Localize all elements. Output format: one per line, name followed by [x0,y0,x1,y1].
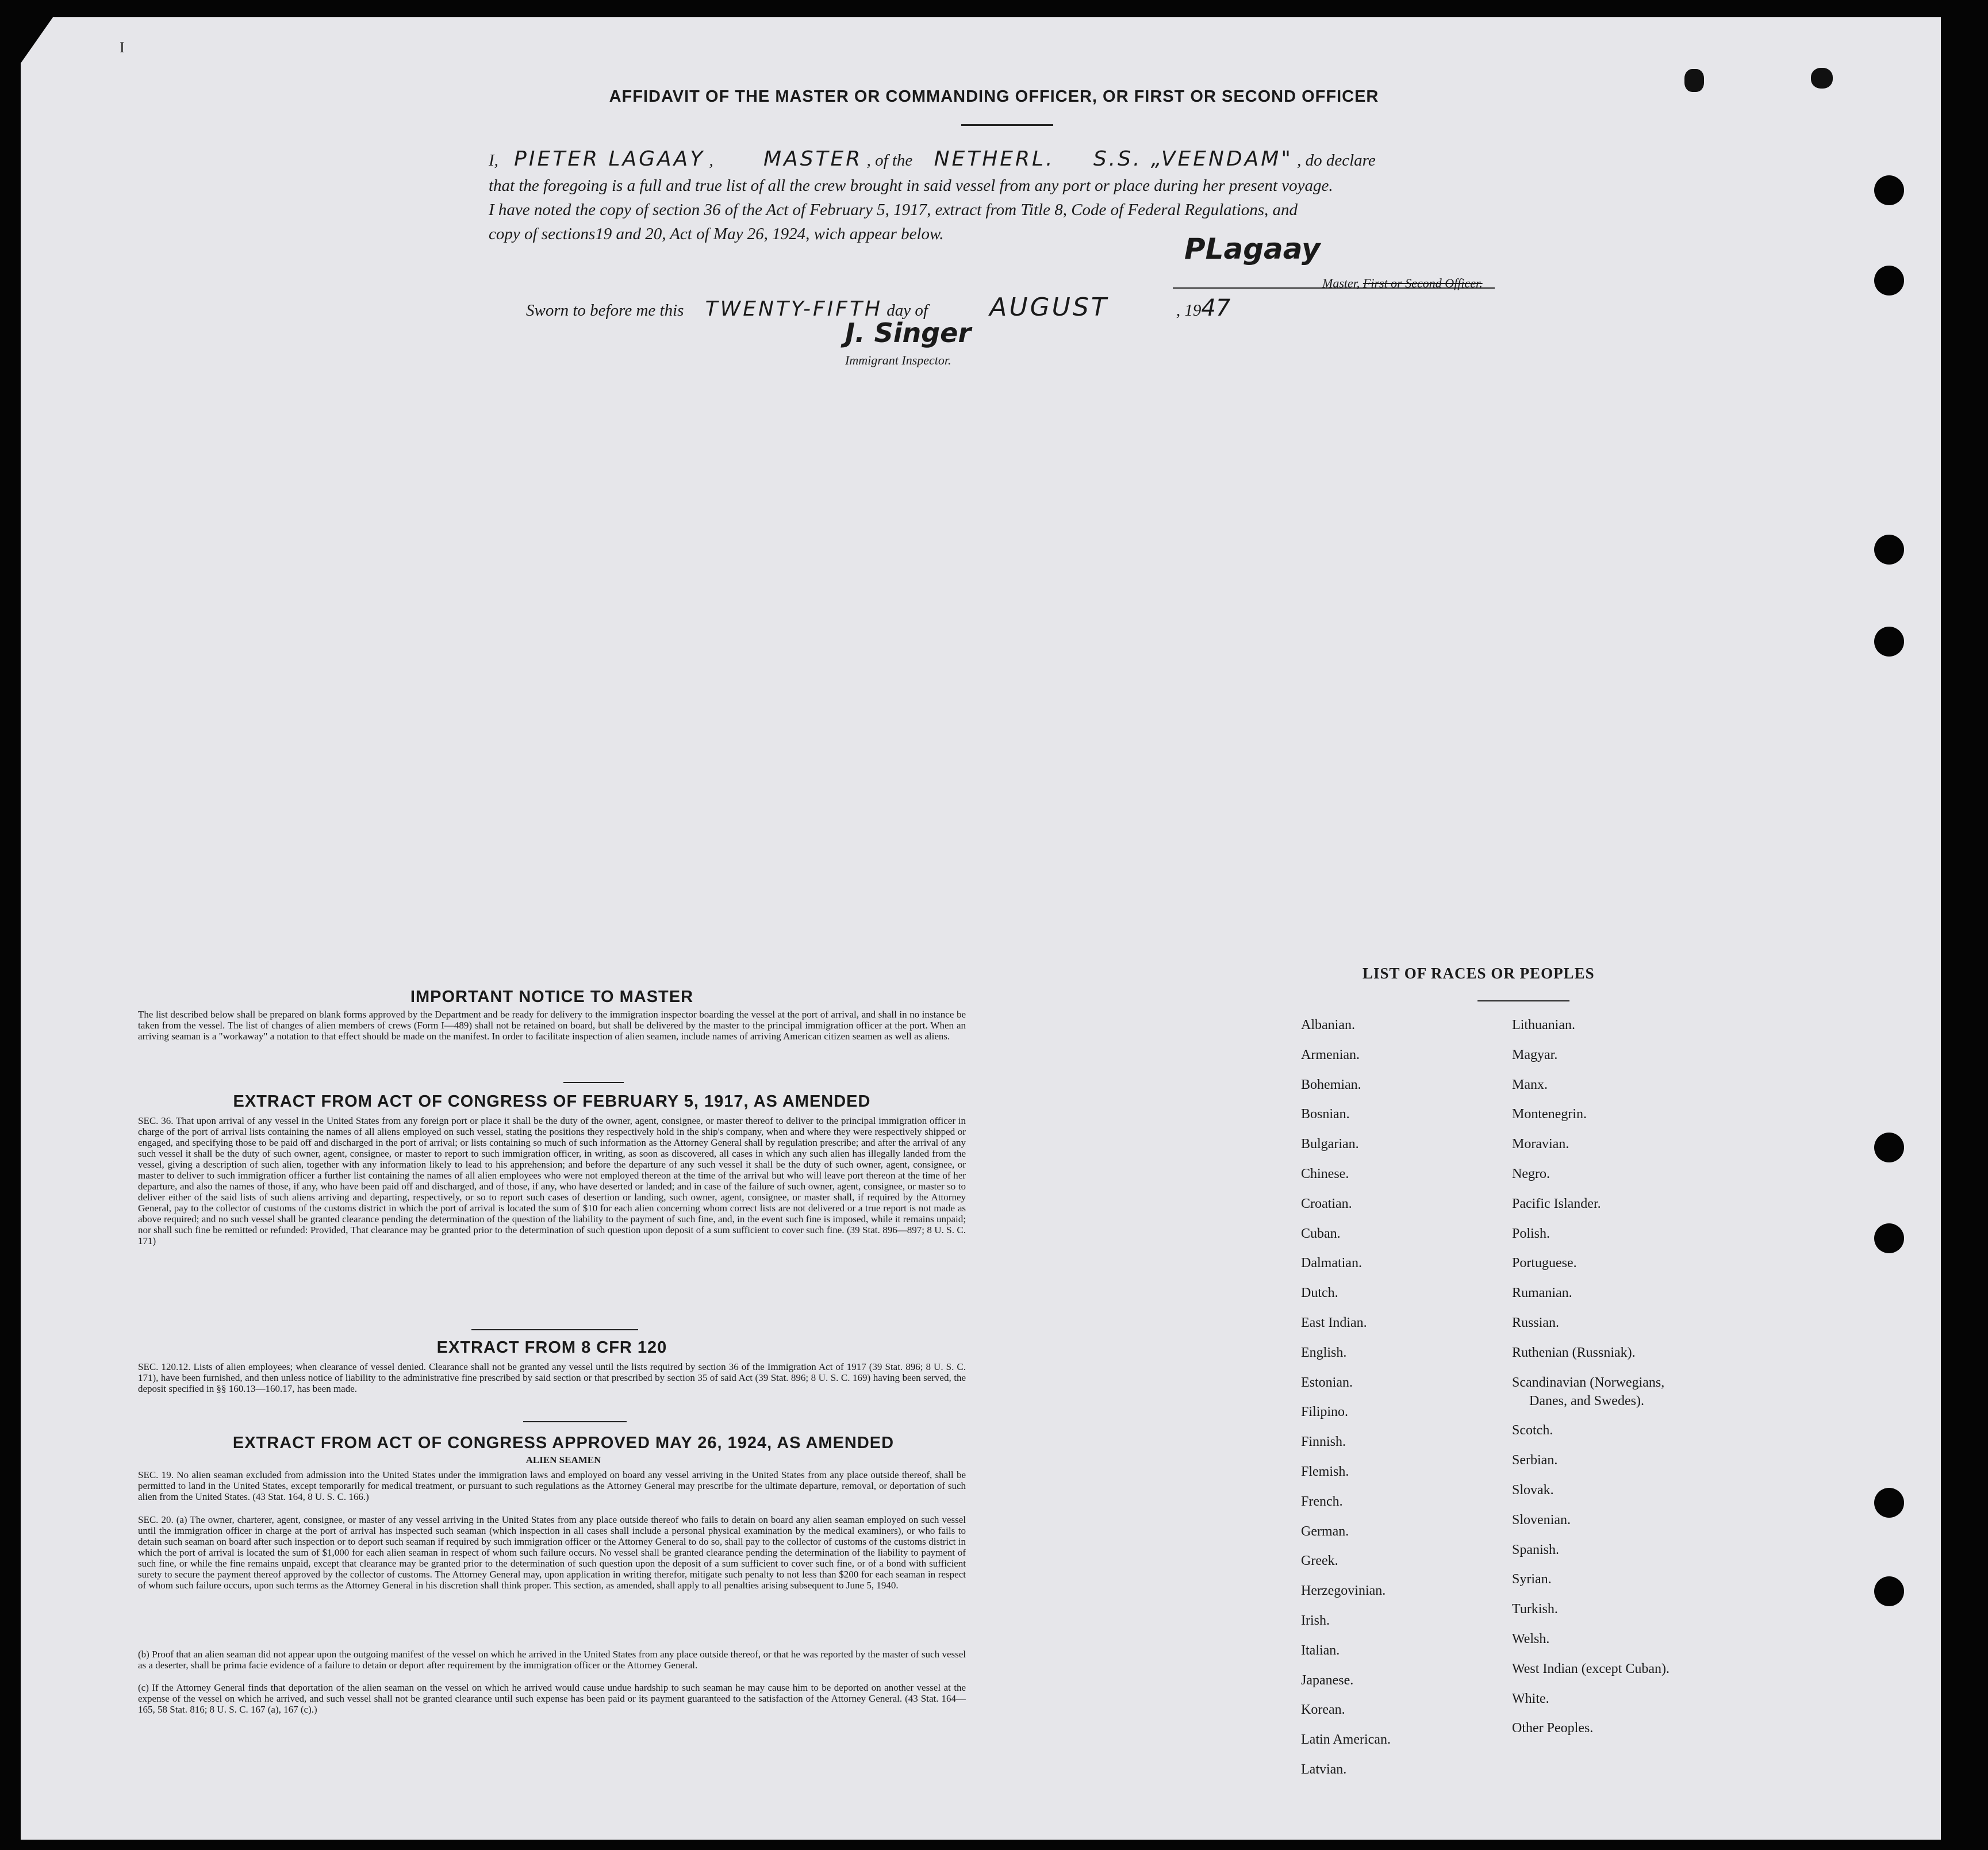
sworn-month: AUGUST [989,293,1109,322]
race-item: Bulgarian. [1301,1137,1359,1152]
extract-1917-heading: EXTRACT FROM ACT OF CONGRESS OF FEBRUARY 5, 1917, AS AMENDED [233,1092,871,1111]
race-item: Cuban. [1301,1226,1341,1241]
race-item: Ruthenian (Russniak). [1512,1345,1636,1360]
race-item: Irish. [1301,1613,1330,1628]
race-item: Spanish. [1512,1542,1560,1557]
race-item: Pacific Islander. [1512,1196,1601,1211]
declaration-line2: that the foregoing is a full and true list of all the crew brought in said vessel from any port or place during her present voyage. [489,176,1333,195]
race-item: Polish. [1512,1226,1551,1241]
race-item: Italian. [1301,1642,1340,1658]
section-rule [563,1082,624,1083]
race-item: Chinese. [1301,1166,1349,1181]
race-item: Other Peoples. [1512,1721,1594,1736]
race-item: Scotch. [1512,1423,1553,1438]
race-item: Syrian. [1512,1572,1552,1587]
extract-8cfr-text: SEC. 120.12. Lists of alien employees; when clearance of vessel denied. Clearance shall not be granted any vessel until the lists required by section 36 of the Immigration Act of 1917 (39 Stat. 896; 8 U. S. C. 171), have been furnished, and then unless notice of liability to the administrative fine prescribed by said section or that prescribed by section 35 of said Act (39 Stat. 896; 8 U. S. C. 169) having been served, the deposit specified in §§ 160.13—160.17, has been made. [138,1361,966,1394]
day-of: day of [886,301,928,320]
races-rule [1477,1000,1569,1001]
master-name: PIETER LAGAAY [514,147,705,171]
signature-label [1322,271,1483,295]
affidavit-title: AFFIDAVIT OF THE MASTER OR COMMANDING OFFICER, OR FIRST OR SECOND OFFICER [609,87,1379,106]
race-item: Russian. [1512,1315,1560,1330]
notice-heading: IMPORTANT NOTICE TO MASTER [410,988,694,1006]
race-item: Rumanian. [1512,1285,1572,1301]
race-item: Greek. [1301,1553,1338,1569]
punch-hole [1874,266,1904,295]
race-item: Bohemian. [1301,1077,1361,1092]
races-title: LIST OF RACES OR PEOPLES [1363,965,1595,982]
race-item: Latvian. [1301,1762,1347,1777]
extract-8cfr-heading: EXTRACT FROM 8 CFR 120 [436,1338,667,1357]
race-item: Dalmatian. [1301,1256,1362,1271]
race-item: Armenian. [1301,1047,1360,1062]
race-item: English. [1301,1345,1347,1360]
notice-text: The list described below shall be prepared on blank forms approved by the Department and be ready for delivery to the immigration inspector boarding the vessel at the port of arrival, and shall in no instance be taken from the vessel. The list of changes of alien members of crews (Form I—489) shall not be retained on board, but shall be delivered by the master to the principal immigration officer at the port. When an arriving seaman is a "workaway" a notation to that effect should be made on the manifest. In order to facilitate inspection of alien seamen, include names of arriving American citizen seamen as well as aliens. [138,1009,966,1042]
margin-mark: I [120,39,125,56]
inspector-label: Immigrant Inspector. [845,353,951,367]
race-item: West Indian (except Cuban). [1512,1661,1670,1676]
sworn-text: Sworn to before me this [526,301,684,320]
punch-hole [1874,1488,1904,1518]
race-item: Serbian. [1512,1453,1558,1468]
race-item: Lithuanian. [1512,1018,1575,1033]
extract-1924-heading: EXTRACT FROM ACT OF CONGRESS APPROVED MAY 26, 1924, AS AMENDED [232,1434,895,1452]
race-item: Negro. [1512,1166,1550,1181]
declaration-i: I, [489,151,498,170]
punch-hole [1874,535,1904,565]
race-item: Croatian. [1301,1196,1352,1211]
year-suffix: 47 [1201,295,1231,321]
race-item: Bosnian. [1301,1107,1350,1122]
race-item: Montenegrin. [1512,1107,1587,1122]
extract-1924-sec20a: SEC. 20. (a) The owner, charterer, agent, consignee, or master of any vessel arriving in the United States from any place outside thereof who fails to detain on board any alien seaman employed on such vessel until the immigration officer in charge at the port of arrival has inspected such seaman (which inspection in all cases shall include a personal physical examination by the medical examiners), or who fails to detain such seaman on board after such inspection or to deport such seaman if required by such immigration officer or the Attorney General to do so, shall pay to the collector of customs of the customs district in which the port of arrival is located the sum of $1,000 for each alien seaman in respect of whom such failure occurs. No vessel shall be granted clearance pending the determination of the liability to payment of such fine, or while the fine remains unpaid, except that clearance may be granted prior to the determination of such question upon the deposit of a sum sufficient to cover such fine, or of a bond with sufficient surety to secure the payment thereof approved by the collector of customs. The Attorney General may, upon application in writing therefor, mitigate such penalty to not less than $200 for each seaman in respect of whom such failure occurs, upon such terms as the Attorney General in his discretion shall think proper. This section, as amended, shall apply to all penalties arising subsequent to June 5, 1940. [138,1514,966,1591]
declaration-line4: copy of sections19 and 20, Act of May 26, 1924, wich appear below. [489,225,944,243]
section-rule [523,1421,627,1422]
race-item: Moravian. [1512,1137,1569,1152]
race-item: East Indian. [1301,1315,1367,1330]
race-item: Dutch. [1301,1285,1338,1301]
race-item: Portuguese. [1512,1256,1577,1271]
punch-hole [1874,1133,1904,1162]
race-item: Albanian. [1301,1018,1355,1033]
extract-1924-sec20c: (c) If the Attorney General finds that deportation of the alien seaman on the vessel on which he arrived would cause undue hardship to such seaman he may cause him to be deported on another vessel at the expense of the vessel on which he arrived, and such vessel shall not be granted clearance until such expense has been paid or its payment guaranteed to the satisfaction of the Attorney General. (43 Stat. 164—165, 58 Stat. 816; 8 U. S. C. 167 (a), 167 (c).) [138,1682,966,1715]
title-rule [961,124,1053,126]
race-item: Japanese. [1301,1672,1354,1688]
race-item: German. [1301,1523,1349,1539]
race-item: Korean. [1301,1702,1345,1718]
declaration-line3: I have noted the copy of section 36 of the Act of February 5, 1917, extract from Title 8, Code of Federal Regulations, and [489,201,1298,219]
race-item: Scandinavian (Norwegians, [1512,1375,1665,1390]
punch-hole [1874,175,1904,205]
race-item: White. [1512,1691,1549,1706]
extract-1924-sec19: SEC. 19. No alien seaman excluded from admission into the United States under the immigration laws and employed on board any vessel arriving in the United States from any place outside thereof, shall be permitted to land in the United States, except temporarily for medical treatment, or pursuant to such regulations as the Attorney General may prescribe for the ultimate departure, removal, or deportation of such alien from the United States. (43 Stat. 164, 8 U. S. C. 166.) [138,1469,966,1502]
extract-1924-subheading: ALIEN SEAMEN [525,1454,601,1465]
sworn-day: TWENTY-FIFTH [705,297,883,321]
race-item: Finnish. [1301,1434,1346,1450]
punch-hole [1874,1223,1904,1253]
nationality: NETHERL. [934,147,1055,171]
punch-hole [1874,1576,1904,1606]
section-rule [471,1329,638,1330]
race-item: Slovenian. [1512,1512,1571,1527]
punch-hole [1874,627,1904,657]
declaration-line1 [489,147,1512,172]
race-item: Magyar. [1512,1047,1558,1062]
comma: , [709,151,713,170]
race-item: Flemish. [1301,1464,1349,1479]
extract-1924-sec20b: (b) Proof that an alien seaman did not appear upon the outgoing manifest of the vessel on which he arrived in the United States from any place outside thereof, or that he was reported by the master of such vessel as a deserter, shall be prima facie evidence of a failure to detain or deport after requirement by the immigration officer or the Attorney General. [138,1649,966,1671]
race-item: Turkish. [1512,1602,1558,1617]
of-the: , of the [866,151,913,170]
extract-1917-text: SEC. 36. That upon arrival of any vessel in the United States from any foreign port or place it shall be the duty of the owner, agent, consignee, or master thereof to deliver to the principal immigration officer in charge of the port of arrival lists containing the names of all aliens employed on such vessel, stating the positions they respectively hold in the ship's company, when and where they were respectively shipped or engaged, and specifying those to be paid off and discharged in the port of arrival; or lists containing so much of such information as the Attorney General shall by regulation prescribe; and after the arrival of any such vessel it shall be the duty of such owner, agent, consignee, or master to report to such immigration officer, in writing, as soon as discovered, all cases in which any such alien has illegally landed from the vessel, giving a description of such alien, together with any information likely to lead to his apprehension; and before the departure of any such vessel it shall be the duty of such owner, agent, consignee, or master to deliver to such immigration officer a further list containing the names of all alien employees who were not employed thereon at the time of the arrival but who will leave port thereon at the time of her departure, and also the names of those, if any, who have been paid off and discharged, and of those, if any, who have deserted or landed; and in case of the failure of such owner, agent, consignee, or master so to deliver either of the said lists of such aliens arriving and departing, respectively, or so to report such cases of desertion or landing, such owner, agent, consignee, or master shall, if required by the Attorney General, pay to the collector of customs of the customs district in which the port of arrival is located the sum of $10 for each alien concerning whom correct lists are not delivered or a true report is not made as above required; and no such vessel shall be granted clearance pending the determination of the question of the liability to the payment of such fine, and, in the event such fine is imposed, while it remains unpaid; nor shall such fine be remitted or refunded: Provided, That clearance may be granted prior to the determination of such question upon deposit of a sum sufficient to cover such fine. (39 Stat. 896—897; 8 U. S. C. 171) [138,1115,966,1246]
race-item: Slovak. [1512,1483,1554,1498]
race-item: Manx. [1512,1077,1548,1092]
race-item: French. [1301,1494,1343,1509]
race-item: Danes, and Swedes). [1529,1393,1644,1408]
race-item: Estonian. [1301,1375,1353,1390]
rank: MASTER [763,147,863,171]
master-signature: PLagaay [1184,232,1321,266]
master-label: Master, [1322,276,1360,290]
inspector-signature: J. Singer [845,317,972,348]
ink-blot [1811,68,1833,89]
vessel-name: S.S. „VEENDAM" [1093,147,1293,171]
struck-label: First or Second Officer. [1363,276,1483,290]
race-item: Filipino. [1301,1404,1349,1420]
do-declare: , do declare [1297,151,1376,170]
year-prefix: , 19 [1176,301,1202,320]
race-item: Latin American. [1301,1732,1391,1748]
race-item: Herzegovinian. [1301,1583,1386,1599]
race-item: Welsh. [1512,1632,1550,1646]
